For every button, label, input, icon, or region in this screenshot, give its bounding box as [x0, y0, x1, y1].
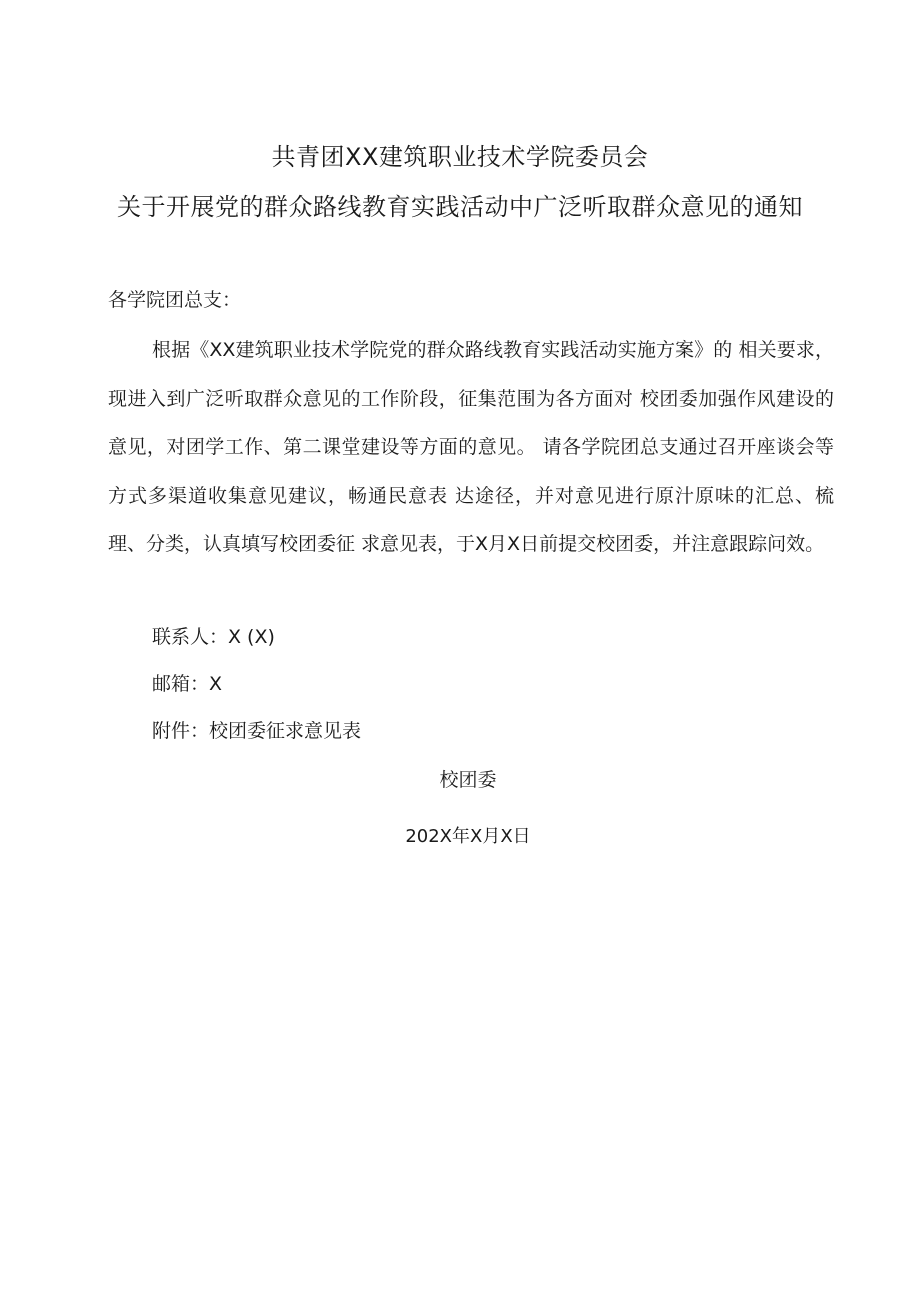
contact-person: 联系人：X (X)	[152, 626, 275, 648]
attachment-note: 附件：校团委征求意见表	[152, 720, 362, 742]
document-title-organization: 共青团XX建筑职业技术学院委员会	[271, 143, 649, 171]
document-title-subject: 关于开展党的群众路线教育实践活动中广泛听取群众意见的通知	[117, 193, 803, 221]
body-paragraph: 根据《XX建筑职业技术学院党的群众路线教育实践活动实施方案》的 相关要求，现进入到广泛听取群众意见的工作阶段，征集范围为各方面对 校团委加强作风建设的意见，对团学工作、第二课堂建设等方面的意见。 请各学院团总支通过召开座谈会等方式多渠道收集意见建议，畅通民意表 达途径，并对意见进行原汁原味的汇总、梳理、分类，认真填写校团委征 求意见表，于X月X日前提交校团委，并注意跟踪问效。	[108, 339, 834, 555]
salutation: 各学院团总支：	[108, 289, 242, 311]
signer: 校团委	[439, 769, 497, 791]
issue-date: 202X年X月X日	[405, 826, 531, 847]
contact-email: 邮箱：X	[152, 673, 223, 695]
